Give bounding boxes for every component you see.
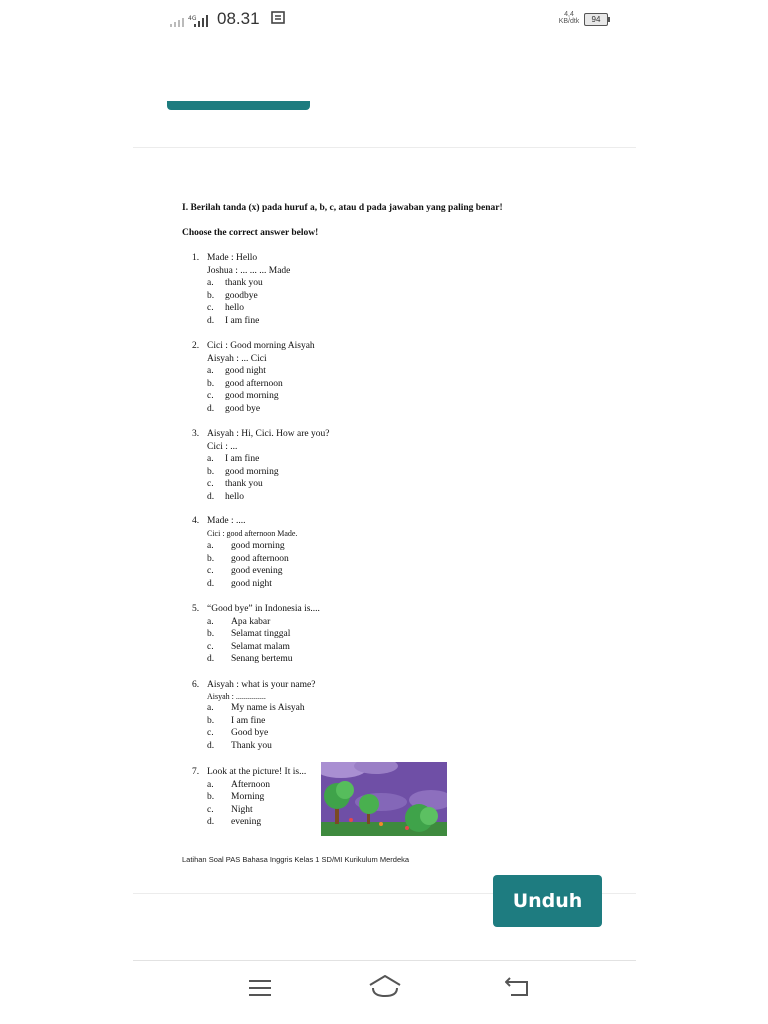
option: d. good bye [207, 403, 261, 414]
question-line: Cici : ... [207, 441, 238, 452]
night-scene-image [321, 762, 447, 836]
question-line: “Good bye” in Indonesia is.... [207, 604, 320, 614]
status-bar [0, 0, 768, 38]
recent-apps-icon[interactable] [248, 979, 272, 997]
option: b. I am fine [207, 715, 266, 726]
option: b. Morning [207, 792, 265, 802]
question-line: Aisyah : ... Cici [207, 353, 267, 364]
question-number: 2. [192, 341, 200, 351]
battery-level: 94 [591, 15, 601, 24]
option: b. goodbye [207, 290, 258, 301]
question-line: Aisyah : ............... [207, 692, 266, 701]
option: d. Senang bertemu [207, 654, 293, 664]
question-number: 4. [192, 516, 200, 526]
notification-icon [270, 11, 286, 25]
option: c. good morning [207, 391, 279, 401]
network-type: 4G [188, 15, 197, 22]
option: c. Selamat malam [207, 641, 290, 652]
download-button[interactable]: Unduh [493, 875, 602, 927]
network-speed-unit: KB/dtk [558, 18, 580, 25]
question-number: 5. [192, 604, 200, 614]
signal-icon [170, 15, 210, 27]
option: a. thank you [207, 278, 263, 288]
question-line: Made : .... [207, 516, 246, 526]
subtitle-text: Choose the correct answer below! [182, 228, 319, 238]
clock: 08.31 [217, 9, 260, 28]
toolbar-accent-bar [167, 101, 310, 110]
question-line: Aisyah : Hi, Cici. How are you? [207, 429, 330, 439]
option: a. I am fine [207, 454, 260, 464]
option: a. good morning [207, 541, 285, 551]
battery-icon [584, 13, 608, 26]
option: a. good night [207, 366, 266, 376]
instruction-text: I. Berilah tanda (x) pada huruf a, b, c, atau d pada jawaban yang paling benar! [182, 203, 503, 213]
question-line: Cici : good afternoon Made. [207, 529, 298, 538]
option: b. good afternoon [207, 378, 283, 389]
question-number: 7. [192, 767, 200, 777]
option: b. good morning [207, 466, 279, 477]
system-nav-bar [0, 961, 768, 1024]
network-speed [556, 11, 582, 25]
option: d. evening [207, 817, 262, 827]
option: d. hello [207, 491, 244, 502]
question-line: Cici : Good morning Aisyah [207, 341, 315, 351]
question-number: 6. [192, 680, 200, 690]
option: c. Night [207, 804, 253, 815]
home-icon[interactable] [368, 974, 402, 998]
network-speed-value: 4,4 [564, 11, 574, 18]
question-number: 1. [192, 253, 200, 263]
question-number: 3. [192, 429, 200, 439]
option: c. Good bye [207, 728, 269, 738]
back-icon[interactable] [505, 977, 530, 997]
option: d. Thank you [207, 740, 272, 751]
divider-top [133, 147, 636, 148]
option: a. Afternoon [207, 779, 271, 790]
option: c. good evening [207, 566, 283, 576]
option: d. I am fine [207, 315, 260, 326]
option: b. good afternoon [207, 553, 289, 564]
option: b. Selamat tinggal [207, 629, 291, 639]
option: c. thank you [207, 479, 263, 489]
option: d. good night [207, 578, 272, 589]
document-footer-note: Latihan Soal PAS Bahasa Inggris Kelas 1 SD/MI Kurikulum Merdeka [182, 855, 410, 864]
option: a. Apa kabar [207, 616, 271, 627]
question-line: Aisyah : what is your name? [207, 680, 316, 690]
option: c. hello [207, 303, 244, 313]
question-line: Look at the picture! It is... [207, 767, 307, 777]
option: a. My name is Aisyah [207, 703, 305, 713]
question-line: Joshua : ... ... ... Made [207, 265, 291, 276]
question-line: Made : Hello [207, 253, 258, 263]
